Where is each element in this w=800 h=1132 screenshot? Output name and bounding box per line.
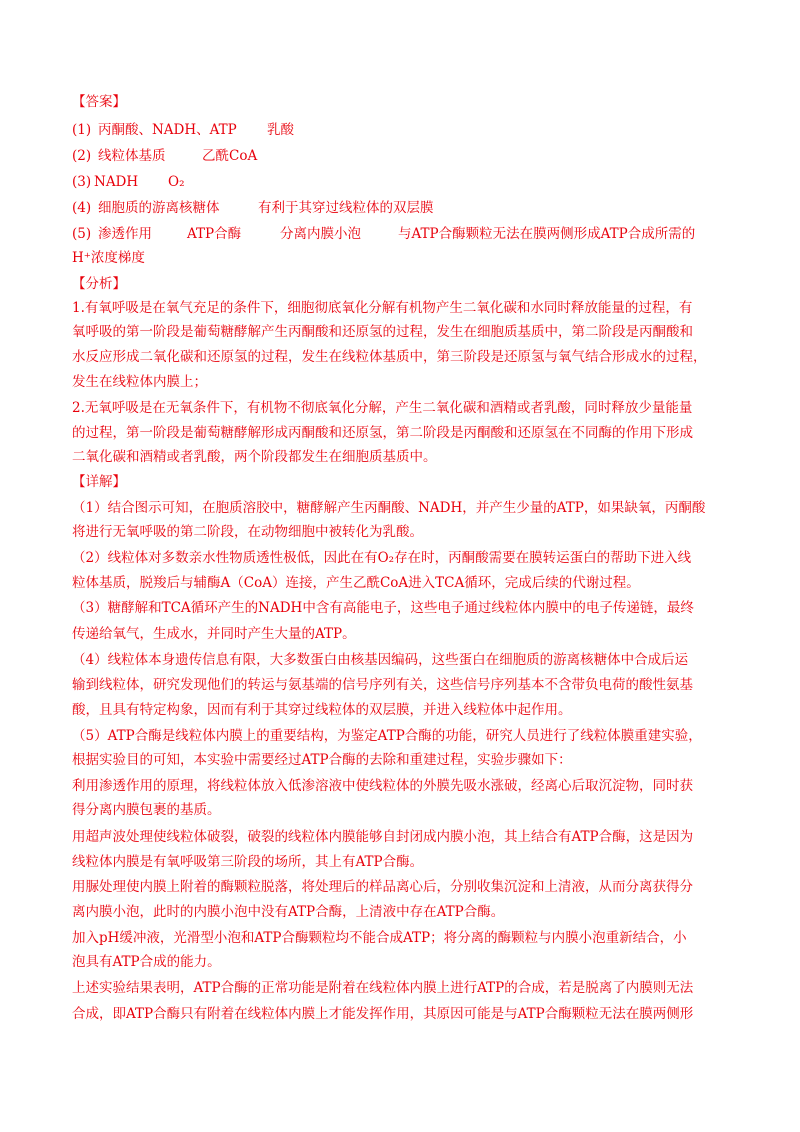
answer-part: 分离内膜小泡 (280, 226, 361, 242)
answer-number: (4) (72, 200, 92, 216)
answer-part: 渗透作用 (98, 226, 152, 242)
answer-part: 有利于其穿过线粒体的双层膜 (258, 200, 434, 216)
answer-number: (1) (72, 122, 92, 138)
detail-line: 传递给氧气，生成水，并同时产生大量的ATP。 (72, 626, 356, 642)
answer-item-5-continued: H⁺浓度梯度 (72, 250, 145, 266)
analysis-line: 二氧化碳和酒精或者乳酸，两个阶段都发生在细胞质基质中。 (72, 449, 437, 465)
detail-line: 利用渗透作用的原理，将线粒体放入低渗溶液中使线粒体的外膜先吸水涨破，经离心后取沉淀物，同时获 (72, 778, 693, 794)
answer-item-5 (72, 224, 732, 244)
answer-part: 与ATP合酶颗粒无法在膜两侧形成ATP合成所需的 (398, 226, 696, 242)
answer-header: 【答案】 (72, 94, 126, 110)
analysis-line: 氧呼吸的第一阶段是葡萄糖酵解产生丙酮酸和还原氢的过程，发生在细胞质基质中，第二阶段是丙酮酸和 (72, 324, 693, 340)
answer-part: 乳酸 (267, 122, 294, 138)
analysis-line: 的过程，第一阶段是葡萄糖酵解形成丙酮酸和还原氢，第二阶段是丙酮酸和还原氢在不同酶的作用下形成 (72, 425, 693, 441)
answer-part: O₂ (168, 174, 185, 190)
answer-part: 线粒体基质 (98, 148, 166, 164)
answer-item-2 (72, 146, 732, 166)
answer-part: 细胞质的游离核糖体 (98, 200, 220, 216)
answer-part: NADH (94, 174, 139, 190)
detail-line: 粒体基质，脱羧后与辅酶A（CoA）连接，产生乙酰CoA进入TCA循环，完成后续的代谢过程。 (72, 575, 640, 591)
detail-line: 用脲处理使内膜上附着的酶颗粒脱落，将处理后的样品离心后，分别收集沉淀和上清液，从而分离获得分 (72, 879, 693, 895)
answer-item-3 (72, 172, 732, 192)
analysis-line: 发生在线粒体内膜上； (72, 374, 207, 390)
detail-line: （4）线粒体本身遗传信息有限，大多数蛋白由核基因编码，这些蛋白在细胞质的游离核糖体中合成后运 (72, 652, 689, 668)
analysis-line: 水反应形成二氧化碳和还原氢的过程，发生在线粒体基质中，第三阶段是还原氢与氧气结合形成水的过程， (72, 349, 707, 365)
detail-header: 【详解】 (72, 474, 126, 490)
detail-line: 合成，即ATP合酶只有附着在线粒体内膜上才能发挥作用，其原因可能是与ATP合酶颗粒无法在膜两侧形 (72, 1006, 694, 1022)
detail-line: 将进行无氧呼吸的第二阶段，在动物细胞中被转化为乳酸。 (72, 524, 423, 540)
answer-number: (2) (72, 148, 92, 164)
detail-line: （3）糖酵解和TCA循环产生的NADH中含有高能电子，这些电子通过线粒体内膜中的电子传递链，最终 (72, 600, 694, 616)
answer-number: (5) (72, 226, 92, 242)
answer-part: 丙酮酸、NADH、ATP (98, 122, 237, 138)
detail-line: （5）ATP合酶是线粒体内膜上的重要结构，为鉴定ATP合酶的功能，研究人员进行了线粒体膜重建实验， (72, 728, 702, 744)
detail-line: 加入pH缓冲液，光滑型小泡和ATP合酶颗粒均不能合成ATP；将分离的酶颗粒与内膜小泡重新结合，小 (72, 930, 687, 946)
detail-line: （1）结合图示可知，在胞质溶胶中，糖酵解产生丙酮酸、NADH，并产生少量的ATP，如果缺氧，丙酮酸 (72, 500, 706, 516)
detail-line: 用超声波处理使线粒体破裂，破裂的线粒体内膜能够自封闭成内膜小泡，其上结合有ATP合酶，这是因为 (72, 829, 694, 845)
detail-line: 输到线粒体，研究发现他们的转运与氨基端的信号序列有关，这些信号序列基本不含带负电荷的酸性氨基 (72, 677, 693, 693)
detail-line: 酸，且具有特定构象，因而有利于其穿过线粒体的双层膜，并进入线粒体中起作用。 (72, 702, 572, 718)
answer-item-1 (72, 120, 732, 140)
detail-line: 根据实验目的可知，本实验中需要经过ATP合酶的去除和重建过程，实验步骤如下： (72, 752, 572, 768)
detail-line: 离内膜小泡，此时的内膜小泡中没有ATP合酶，上清液中存在ATP合酶。 (72, 904, 505, 920)
analysis-header: 【分析】 (72, 276, 126, 292)
analysis-line: 1.有氧呼吸是在氧气充足的条件下，细胞彻底氧化分解有机物产生二氧化碳和水同时释放能量的过程，有 (72, 300, 693, 316)
detail-line: 泡具有ATP合成的能力。 (72, 954, 221, 970)
answer-part: ATP合酶 (187, 226, 242, 242)
detail-line: 得分离内膜包裹的基质。 (72, 802, 221, 818)
detail-line: 线粒体内膜是有氧呼吸第三阶段的场所，其上有ATP合酶。 (72, 854, 424, 870)
answer-part: 乙酰CoA (202, 148, 258, 164)
analysis-line: 2.无氧呼吸是在无氧条件下，有机物不彻底氧化分解，产生二氧化碳和酒精或者乳酸，同时释放少量能量 (72, 400, 693, 416)
answer-number: (3) (72, 174, 92, 190)
detail-line: 上述实验结果表明，ATP合酶的正常功能是附着在线粒体内膜上进行ATP的合成，若是脱离了内膜则无法 (72, 980, 694, 996)
answer-item-4 (72, 198, 732, 218)
detail-line: （2）线粒体对多数亲水性物质透性极低，因此在有O₂存在时，丙酮酸需要在膜转运蛋白的帮助下进入线 (72, 550, 692, 566)
